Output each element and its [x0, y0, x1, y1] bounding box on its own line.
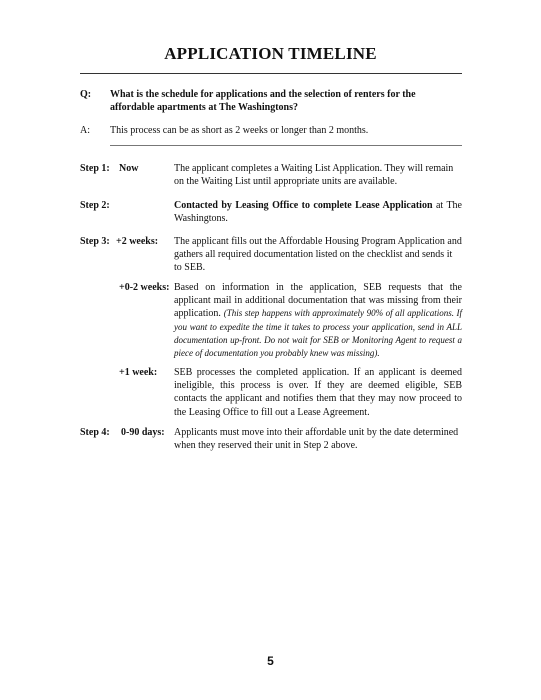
answer-divider	[110, 145, 462, 146]
step-2-label: Step 2:	[80, 200, 110, 211]
step-1-text: The applicant completes a Waiting List Application. They will remain on the Waiting List until appropriate units are available.	[174, 163, 454, 188]
step-3-time-c: +1 week:	[119, 367, 158, 378]
title-divider	[80, 73, 462, 74]
step-3-text-b-main: Based on information in the application, SEB requests that the applicant mail in additional documentation that was missing from their application.	[174, 282, 462, 320]
step-3-time-a: +2 weeks:	[116, 236, 159, 247]
step-3-text-c: SEB processes the completed application. If an applicant is deemed ineligible, this process is over. If they are deemed eligible, SEB contacts the applicant and notifies them that they may now proceed to the Leasing Office to fill out a Lease Agreement.	[174, 367, 462, 418]
page-number: 5	[267, 654, 274, 668]
step-1-label: Step 1:	[80, 163, 110, 174]
step-2-text-rest: at The Washingtons.	[174, 200, 462, 225]
step-3-text-b-note: (This step happens with approximately 90% of all applications. If you want to expedite the time it takes to process your application, send in ALL documentation up-front. Do not wait for SEB or Monitoring Agent to request a piece of documentation you probably knew was missing).	[174, 308, 463, 359]
step-4-label: Step 4:	[80, 427, 110, 438]
step-3-text-b	[174, 281, 462, 360]
step-3-text-a: The applicant fills out the Affordable Housing Program Application and gathers all required documentation listed on the checklist and sends it to SEB.	[174, 236, 462, 274]
step-3-label: Step 3:	[80, 236, 110, 247]
answer-text: This process can be as short as 2 weeks or longer than 2 months.	[110, 125, 369, 136]
step-1-time: Now	[119, 163, 139, 174]
step-3-time-b: +0-2 weeks:	[119, 282, 170, 293]
answer-label: A:	[80, 125, 90, 136]
page-title: APPLICATION TIMELINE	[164, 44, 377, 63]
step-2-text	[174, 199, 462, 225]
step-2-text-bold: Contacted by Leasing Office to complete Lease Application	[174, 200, 433, 211]
step-4-time: 0-90 days:	[121, 427, 165, 438]
question-text: What is the schedule for applications and the selection of renters for the affordable apartments at The Washingtons?	[110, 89, 416, 114]
question-label: Q:	[80, 89, 92, 100]
step-4-text: Applicants must move into their affordable unit by the date determined when they reserved their unit in Step 2 above.	[174, 427, 459, 452]
